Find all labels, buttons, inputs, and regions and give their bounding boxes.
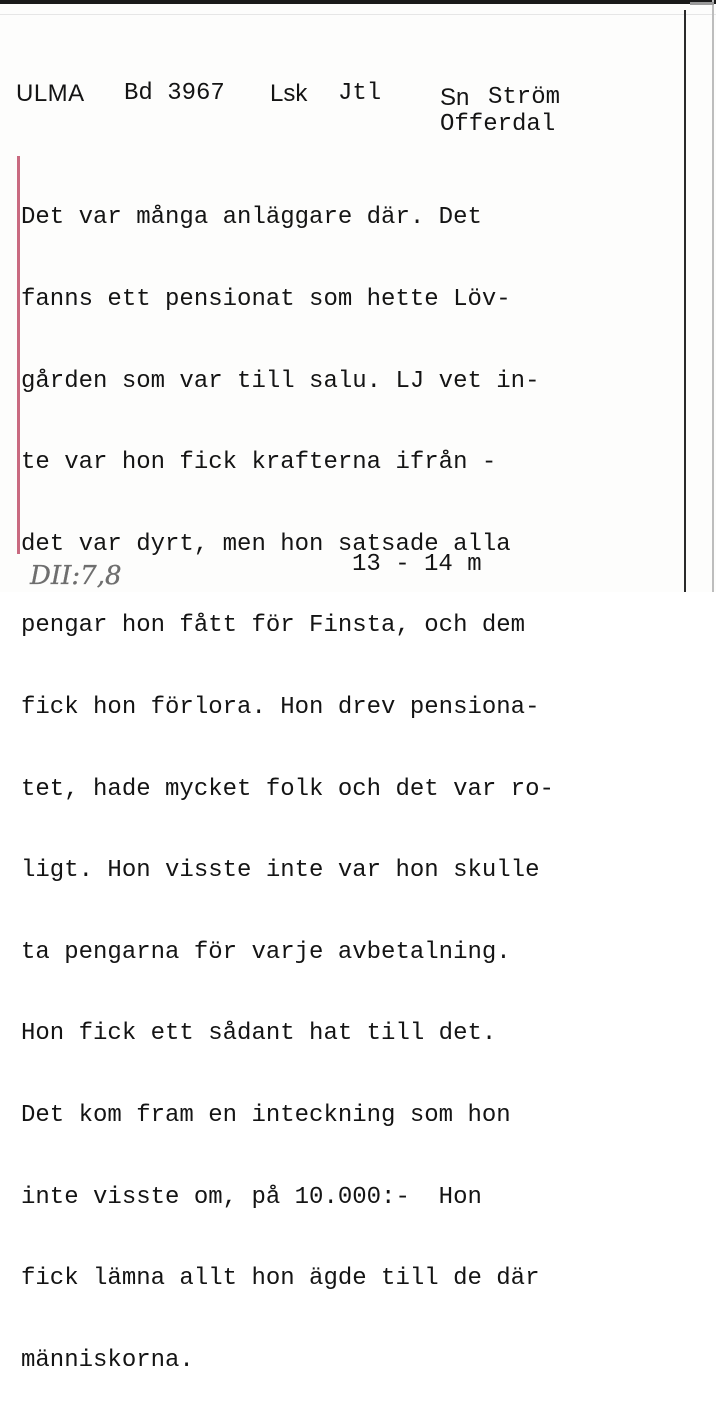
page-reference: 13 - 14 m <box>352 551 482 578</box>
socken-value-second-line: Offerdal <box>440 111 556 138</box>
transcript-line: det var dyrt, men hon satsade alla <box>21 530 511 558</box>
transcript-line: Det var många anläggare där. Det <box>21 204 482 232</box>
scan-top-line <box>0 14 716 15</box>
transcript-line: Det kom fram en inteckning som hon <box>21 1101 511 1129</box>
transcript-line: fick lämna allt hon ägde till de där <box>21 1265 540 1293</box>
transcript-line: människorna. <box>21 1346 194 1374</box>
transcript-line: tet, hade mycket folk och det var ro- <box>21 775 554 803</box>
transcript-text <box>21 150 671 1428</box>
archive-code: ULMA <box>16 80 85 107</box>
transcript-line: pengar hon fått för Finsta, och dem <box>21 612 526 640</box>
transcript-line: ta pengarna för varje avbetalning. <box>21 938 511 966</box>
landskap-label: Lsk <box>270 80 308 107</box>
transcript-line: te var hon fick krafterna ifrån - <box>21 449 497 477</box>
record-number: Bd 3967 <box>124 80 225 107</box>
transcript-line: fick hon förlora. Hon drev pensiona- <box>21 693 540 721</box>
corner-mark <box>690 2 714 5</box>
margin-mark <box>17 156 20 554</box>
scan-right-edge <box>712 0 714 592</box>
transcript-line: fanns ett pensionat som hette Löv- <box>21 286 511 313</box>
socken-value: Ström <box>488 84 561 111</box>
transcript-line: Hon fick ett sådant hat till det. <box>21 1020 497 1048</box>
transcript-line: gården som var till salu. LJ vet in- <box>21 367 540 395</box>
socken-label: Sn <box>440 84 470 111</box>
scan-top-edge <box>0 0 716 4</box>
transcript-line: inte visste om, på 10.000:- Hon <box>21 1183 482 1211</box>
card-right-border <box>684 10 686 592</box>
handwritten-note <box>28 556 178 592</box>
landskap-value: Jtl <box>338 80 382 107</box>
transcript-line: ligt. Hon visste inte var hon skulle <box>21 857 540 885</box>
handwritten-note-text: DII:7,8 <box>30 561 122 591</box>
